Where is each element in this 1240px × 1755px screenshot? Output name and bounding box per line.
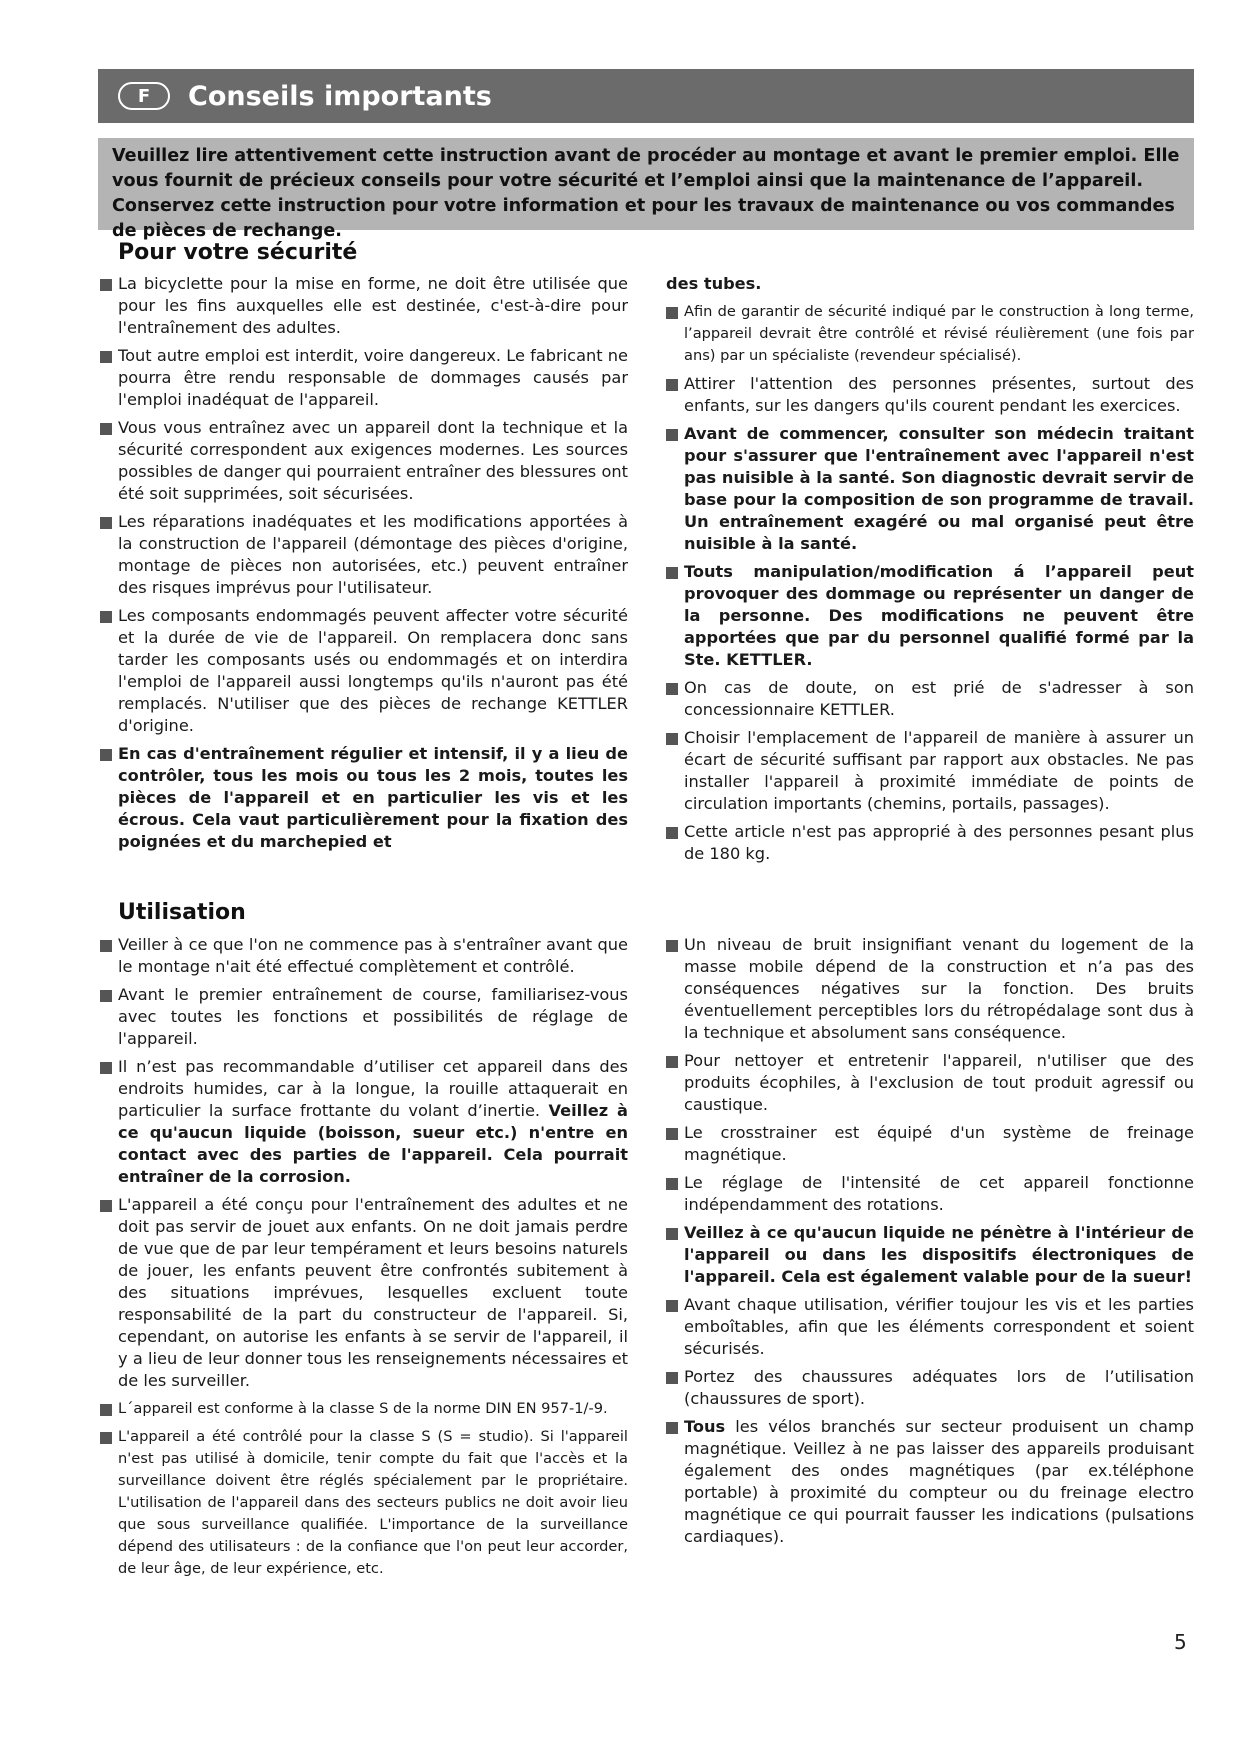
list-item: Il n’est pas recommandable d’utiliser cet appareil dans des endroits humides, car à la longue, la rouille attaquerait en particulier la surface frottante du volant d’inertie. Veillez à ce qu'aucun liquide (boisson, sueur etc.) n'entre en contact avec des parties de l'appareil. Cela pourrait entraîner de la corrosion. [100, 1056, 628, 1188]
list-item: Portez des chaussures adéquates lors de l’utilisation (chaussures de sport). [666, 1366, 1194, 1410]
bullet-square-icon [666, 733, 678, 745]
bullet-square-icon [666, 1128, 678, 1140]
section-title-utilisation: Utilisation [118, 900, 246, 925]
list-item: Le crosstrainer est équipé d'un système de freinage magnétique. [666, 1122, 1194, 1166]
bullet-square-icon [666, 307, 678, 319]
bullet-square-icon [666, 1056, 678, 1068]
list-item: Avant chaque utilisation, vérifier toujour les vis et les parties emboîtables, afin que les éléments correspondent et soient sécurisés. [666, 1294, 1194, 1360]
bullet-square-icon [100, 611, 112, 623]
header-bar [98, 69, 1194, 123]
bullet-square-icon [100, 1432, 112, 1444]
list-item: Tous les vélos branchés sur secteur produisent un champ magnétique. Veillez à ne pas laisser des appareils produisant également des ondes magnétiques (par ex.téléphone portable) à proximité du compteur ou du freinage electro magnétique ce qui pourrait fausser les indications (pulsations cardiaques). [666, 1416, 1194, 1548]
list-item: Vous vous entraînez avec un appareil dont la technique et la sécurité correspondent aux exigences modernes. Les sources possibles de danger qui pourraient entraîner des blessures ont été soit supprimées, soit sécurisées. [100, 417, 628, 505]
bullet-square-icon [100, 1404, 112, 1416]
bullet-square-icon [666, 1228, 678, 1240]
bullet-square-icon [100, 351, 112, 363]
utilisation-right-column [666, 934, 1194, 1554]
list-item: En cas d'entraînement régulier et intensif, il y a lieu de contrôler, tous les mois ou tous les 2 mois, toutes les pièces de l'appareil et en particulier les vis et les écrous. Cela vaut particulièrement pour la fixation des poignées et du marchepied et [100, 743, 628, 853]
bullet-square-icon [666, 683, 678, 695]
securite-right-column [666, 273, 1194, 871]
intro-notice: Veuillez lire attentivement cette instruction avant de procéder au montage et avant le premier emploi. Elle vous fournit de précieux conseils pour votre sécurité et l’emploi ainsi que la maintenance de l’appareil. Conservez cette instruction pour votre information et pour les travaux de maintenance ou vos commandes de pièces de rechange. [98, 138, 1194, 230]
bullet-square-icon [666, 940, 678, 952]
list-item: Veillez à ce qu'aucun liquide ne pénètre à l'intérieur de l'appareil ou dans les dispositifs électroniques de l'appareil. Cela est également valable pour de la sueur! [666, 1222, 1194, 1288]
list-item: Choisir l'emplacement de l'appareil de manière à assurer un écart de sécurité suffisant par rapport aux obstacles. Ne pas installer l'appareil à proximité immédiate de points de circulation importants (chemins, portails, passages). [666, 727, 1194, 815]
page-title: Conseils importants [188, 80, 492, 112]
bullet-square-icon [100, 749, 112, 761]
bullet-square-icon [100, 517, 112, 529]
list-item: Touts manipulation/modification á l’appareil peut provoquer des dommage ou représenter un danger de la personne. Des modifications ne peuvent être apportées que par du personnel qualifié formé par la Ste. KETTLER. [666, 561, 1194, 671]
bullet-square-icon [666, 1372, 678, 1384]
list-item: Cette article n'est pas approprié à des personnes pesant plus de 180 kg. [666, 821, 1194, 865]
list-item: L'appareil a été conçu pour l'entraînement des adultes et ne doit pas servir de jouet aux enfants. On ne doit jamais perdre de vue que de par leur tempérament et leurs besoins naturels de jouer, les enfants peuvent être confrontés subitement à des situations imprévues, lesquelles excluent toute responsabilité de la part du constructeur de l'appareil. Si, cependant, on autorise les enfants à se servir de l'appareil, il y a lieu de leur donner tous les renseignements nécessaires et de les surveiller. [100, 1194, 628, 1392]
list-item: On cas de doute, on est prié de s'adresser à son concessionnaire KETTLER. [666, 677, 1194, 721]
bullet-square-icon [666, 1178, 678, 1190]
list-item: Avant le premier entraînement de course, familiarisez-vous avec toutes les fonctions et possibilités de réglage de l'appareil. [100, 984, 628, 1050]
list-item: Pour nettoyer et entretenir l'appareil, n'utiliser que des produits écophiles, à l'exclusion de tout produit agressif ou caustique. [666, 1050, 1194, 1116]
list-item: L´appareil est conforme à la classe S de la norme DIN EN 957-1/-9. [100, 1398, 628, 1420]
bullet-square-icon [666, 1300, 678, 1312]
bullet-square-icon [100, 1200, 112, 1212]
section-title-securite: Pour votre sécurité [118, 240, 358, 265]
page-number: 5 [1174, 1630, 1187, 1654]
bold-warning-text: Veillez à ce qu'aucun liquide (boisson, sueur etc.) n'entre en contact avec des parties de l'appareil. Cela pourrait entraîner de la corrosion. [118, 1101, 628, 1186]
list-item: L'appareil a été contrôlé pour la classe S (S = studio). Si l'appareil n'est pas utilisé à domicile, tenir compte du fait que l'accès et la surveillance doivent être réglés spécialement par le propriétaire. L'utilisation de l'appareil dans des secteurs publics ne doit avoir lieu que sous surveillance qualifiée. L'importance de la surveillance dépend des utilisateurs : de la confiance que l'on peut leur accorder, de leur âge, de leur expérience, etc. [100, 1426, 628, 1580]
list-item: Attirer l'attention des personnes présentes, surtout des enfants, sur les dangers qu'ils courent pendant les exercices. [666, 373, 1194, 417]
securite-left-column [100, 273, 628, 859]
list-item: Tout autre emploi est interdit, voire dangereux. Le fabricant ne pourra être rendu responsable de dommages causés par l'emploi inadéquat de l'appareil. [100, 345, 628, 411]
continued-text: des tubes. [666, 274, 762, 293]
bullet-square-icon [100, 279, 112, 291]
list-item: Afin de garantir de sécurité indiqué par le construction à long terme, l’appareil devrait être contrôlé et révisé réulièrement (une fois par ans) par un spécialiste (revendeur spécialisé). [666, 301, 1194, 367]
utilisation-left-column [100, 934, 628, 1586]
language-badge: F [118, 82, 170, 110]
list-item: La bicyclette pour la mise en forme, ne doit être utilisée que pour les fins auxquelles elle est destinée, c'est-à-dire pour l'entraînement des adultes. [100, 273, 628, 339]
bullet-square-icon [666, 1422, 678, 1434]
bullet-square-icon [666, 429, 678, 441]
list-item: Les composants endommagés peuvent affecter votre sécurité et la durée de vie de l'appareil. On remplacera donc sans tarder les composants usés ou endommagés et on interdira l'emploi de l'appareil aussi longtemps qu'ils n'auront pas été remplacés. N'utiliser que des pièces de rechange KETTLER d'origine. [100, 605, 628, 737]
list-item: Veiller à ce que l'on ne commence pas à s'entraîner avant que le montage n'ait été effectué complètement et contrôlé. [100, 934, 628, 978]
list-item: Un niveau de bruit insignifiant venant du logement de la masse mobile dépend de la construction et n’a pas des conséquences négatives sur la fonction. Des bruits éventuellement perceptibles lors du rétropédalage sont dus à la technique et absolument sans conséquence. [666, 934, 1194, 1044]
list-item: Le réglage de l'intensité de cet appareil fonctionne indépendamment des rotations. [666, 1172, 1194, 1216]
bullet-square-icon [666, 827, 678, 839]
list-item: Avant de commencer, consulter son médecin traitant pour s'assurer que l'entraînement avec l'appareil n'est pas nuisible à la santé. Son diagnostic devrait servir de base pour la composition de son programme de travail. Un entraînement exagéré ou mal organisé peut être nuisible à la santé. [666, 423, 1194, 555]
bullet-square-icon [100, 940, 112, 952]
list-item: Les réparations inadéquates et les modifications apportées à la construction de l'appareil (démontage des pièces d'origine, montage de pièces non autorisées, etc.) peuvent entraîner des risques imprévus pour l'utilisateur. [100, 511, 628, 599]
bullet-square-icon [666, 379, 678, 391]
bullet-square-icon [100, 990, 112, 1002]
bullet-square-icon [666, 567, 678, 579]
bold-lead-word: Tous [684, 1417, 726, 1436]
bullet-square-icon [100, 423, 112, 435]
bullet-square-icon [100, 1062, 112, 1074]
